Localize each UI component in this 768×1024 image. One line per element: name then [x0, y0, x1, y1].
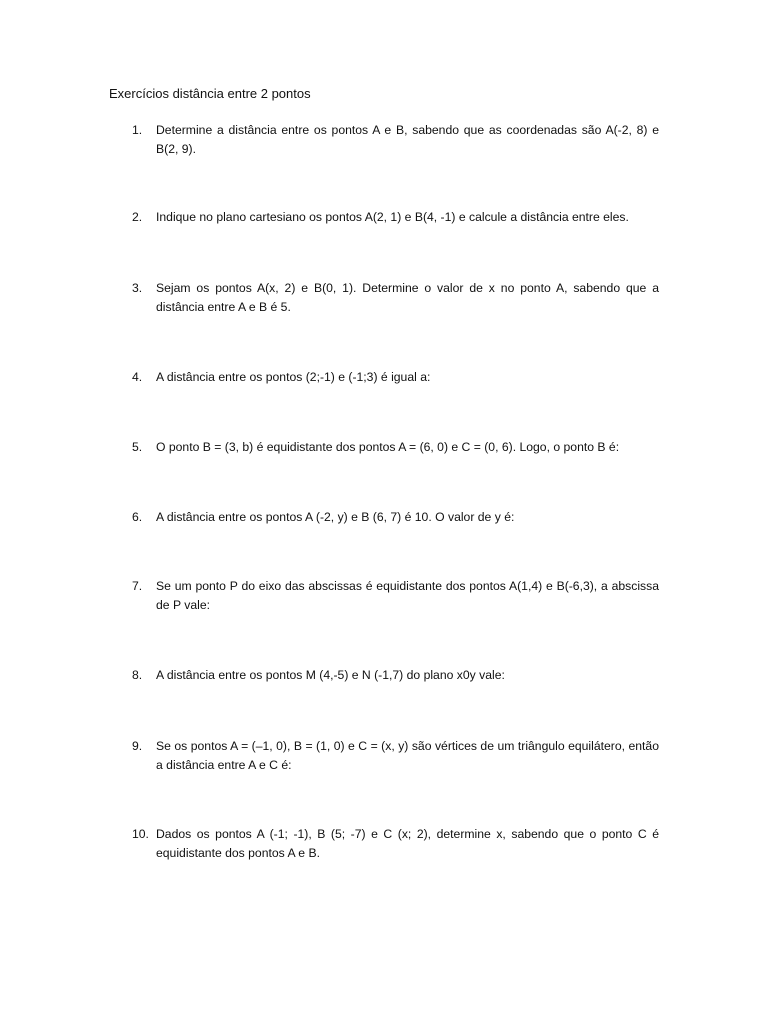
- exercise-text: A distância entre os pontos (2;-1) e (-1;3) é igual a:: [156, 370, 431, 384]
- exercise-number: 5.: [132, 440, 143, 454]
- exercise-number: 4.: [132, 370, 143, 384]
- exercise-number: 7.: [132, 579, 143, 593]
- exercise-item-4: [109, 368, 659, 387]
- exercise-item-6: [109, 508, 659, 527]
- exercise-text: O ponto B = (3, b) é equidistante dos pontos A = (6, 0) e C = (0, 6). Logo, o ponto B é:: [156, 440, 620, 454]
- exercise-text: A distância entre os pontos A (-2, y) e B (6, 7) é 10. O valor de y é:: [156, 510, 515, 524]
- exercise-number: 8.: [132, 668, 143, 682]
- exercise-item-3: [109, 279, 659, 317]
- exercise-item-10: [109, 825, 659, 863]
- exercise-text: Indique no plano cartesiano os pontos A(2, 1) e B(4, -1) e calcule a distância entre eles.: [156, 210, 629, 224]
- exercise-text: Se um ponto P do eixo das abscissas é equidistante dos pontos A(1,4) e B(-6,3), a abscissa de P vale:: [156, 579, 659, 612]
- exercise-number: 1.: [132, 123, 143, 137]
- exercise-number: 3.: [132, 281, 143, 295]
- exercise-text: Determine a distância entre os pontos A e B, sabendo que as coordenadas são A(-2, 8) e B(2, 9).: [156, 123, 659, 156]
- exercise-item-2: [109, 208, 659, 227]
- exercise-number: 2.: [132, 210, 143, 224]
- exercise-number: 9.: [132, 739, 143, 753]
- exercise-text: Dados os pontos A (-1; -1), B (5; -7) e C (x; 2), determine x, sabendo que o ponto C é equidistante dos pontos A e B.: [156, 827, 659, 860]
- page-title: Exercícios distância entre 2 pontos: [109, 86, 311, 101]
- exercise-item-9: [109, 737, 659, 775]
- exercise-text: Sejam os pontos A(x, 2) e B(0, 1). Determine o valor de x no ponto A, sabendo que a distância entre A e B é 5.: [156, 281, 659, 314]
- exercise-text: Se os pontos A = (–1, 0), B = (1, 0) e C = (x, y) são vértices de um triângulo equilátero, então a distância entre A e C é:: [156, 739, 659, 772]
- exercise-item-5: [109, 438, 659, 457]
- exercise-number: 6.: [132, 510, 143, 524]
- exercise-item-7: [109, 577, 659, 615]
- exercise-text: A distância entre os pontos M (4,-5) e N (-1,7) do plano x0y vale:: [156, 668, 505, 682]
- exercise-item-8: [109, 666, 659, 685]
- exercise-item-1: [109, 121, 659, 159]
- exercise-number: 10.: [132, 827, 149, 841]
